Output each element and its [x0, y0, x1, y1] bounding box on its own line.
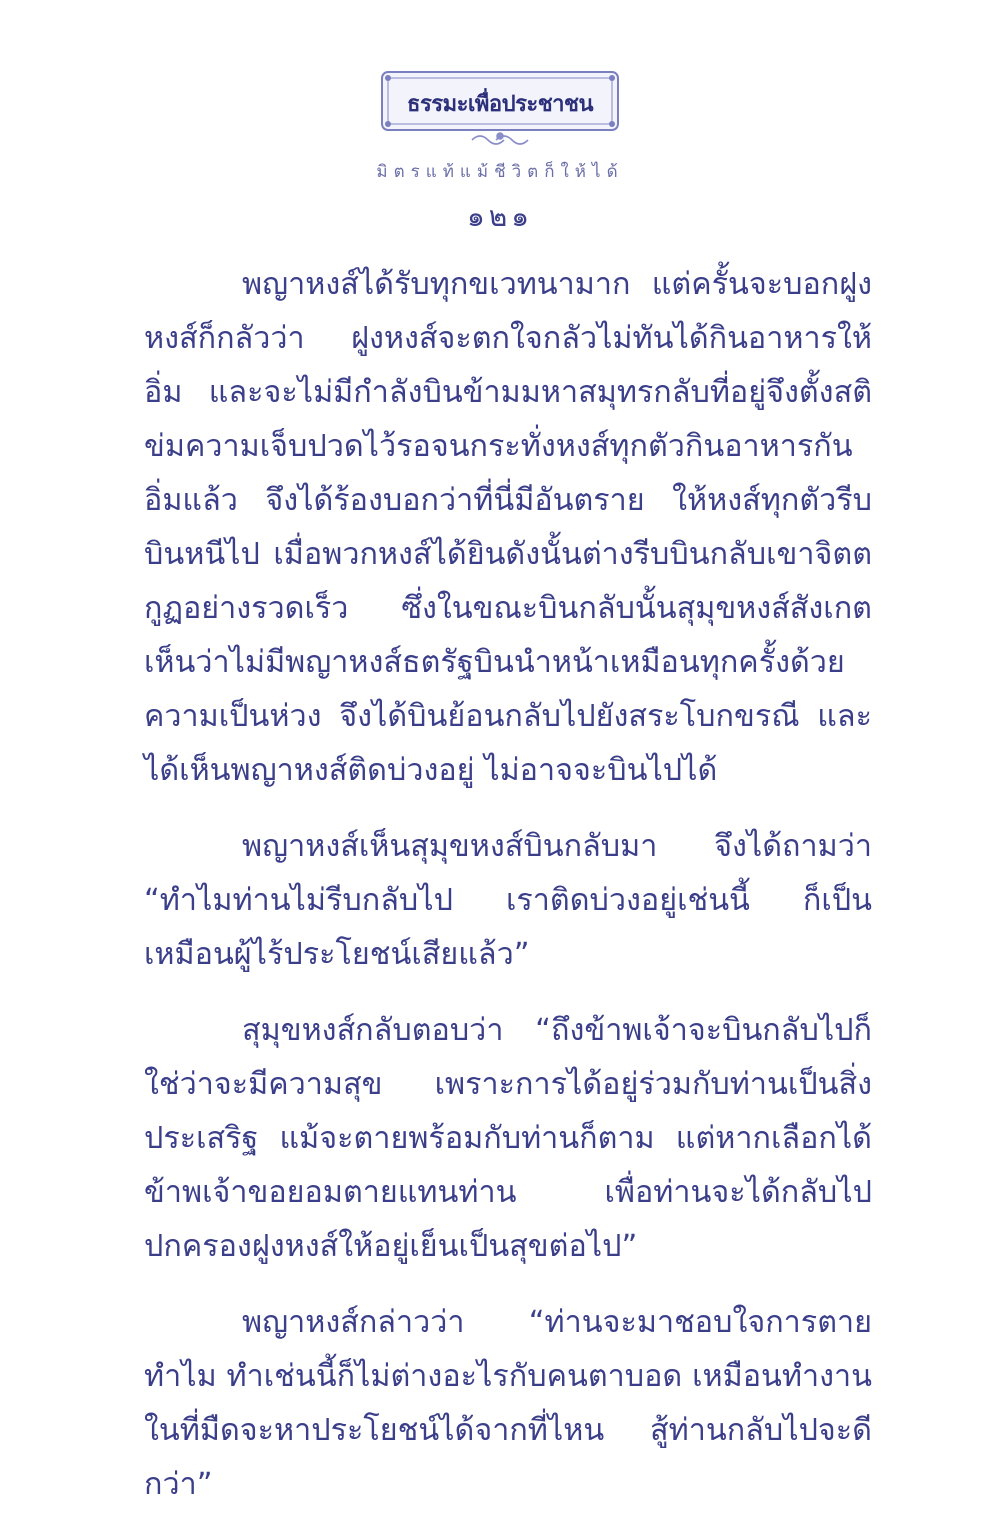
paragraph-3: สุมุขหงส์กลับตอบว่า “ถึงข้าพเจ้าจะบินกลับไปก็ใช่ว่าจะมีความสุข เพราะการได้อยู่ร่วมกับท่านเป็นสิ่งประเสริฐ แม้จะตายพร้อมกับท่านก็ตาม แต่หากเลือกได้ ข้าพเจ้าขอยอมตายแทนท่าน เพื่อท่านจะได้กลับไปปกครองฝูงหงส์ให้อยู่เย็นเป็นสุขต่อไป” — [144, 1013, 872, 1264]
logo-text: ธรรมะเพื่อประชาชน — [407, 92, 593, 117]
paragraph-2: พญาหงส์เห็นสุมุขหงส์บินกลับมา จึงได้ถามว่า “ทำไมท่านไม่รีบกลับไป เราติดบ่วงอยู่เช่นนี้ ก็เป็นเหมือนผู้ไร้ประโยชน์เสียแล้ว” — [144, 829, 872, 972]
logo — [380, 70, 620, 152]
body-text — [144, 258, 872, 1534]
page-number: ๑๒๑ — [466, 200, 533, 233]
page-header — [0, 70, 1000, 239]
chapter-subtitle: มิตรแท้แม้ชีวิตก็ให้ได้ — [376, 162, 624, 182]
paragraph-1: พญาหงส์ได้รับทุกขเวทนามาก แต่ครั้นจะบอกฝูงหงส์ก็กลัวว่า ฝูงหงส์จะตกใจกลัวไม่ทันได้กินอาหารให้อิ่ม และจะไม่มีกำลังบินข้ามมหาสมุทรกลับที่อยู่จึงตั้งสติข่มความเจ็บปวดไว้รอจนกระทั่งหงส์ทุกตัวกินอาหารกันอิ่มแล้ว จึงได้ร้องบอกว่าที่นี่มีอันตราย ให้หงส์ทุกตัวรีบบินหนีไป เมื่อพวกหงส์ได้ยินดังนั้นต่างรีบบินกลับเขาจิตตกูฏอย่างรวดเร็ว ซึ่งในขณะบินกลับนั้นสุมุขหงส์สังเกตเห็นว่าไม่มีพญาหงส์ธตรัฐบินนำหน้าเหมือนทุกครั้งด้วยความเป็นห่วง จึงได้บินย้อนกลับไปยังสระโบกขรณี และได้เห็นพญาหงส์ติดบ่วงอยู่ ไม่อาจจะบินไปได้ — [144, 267, 872, 788]
paragraph-4: พญาหงส์กล่าวว่า “ท่านจะมาชอบใจการตายทำไม ทำเช่นนี้ก็ไม่ต่างอะไรกับคนตาบอด เหมือนทำงานในที่มืดจะหาประโยชน์ได้จากที่ไหน สู้ท่านกลับไปจะดีกว่า” — [144, 1305, 872, 1502]
